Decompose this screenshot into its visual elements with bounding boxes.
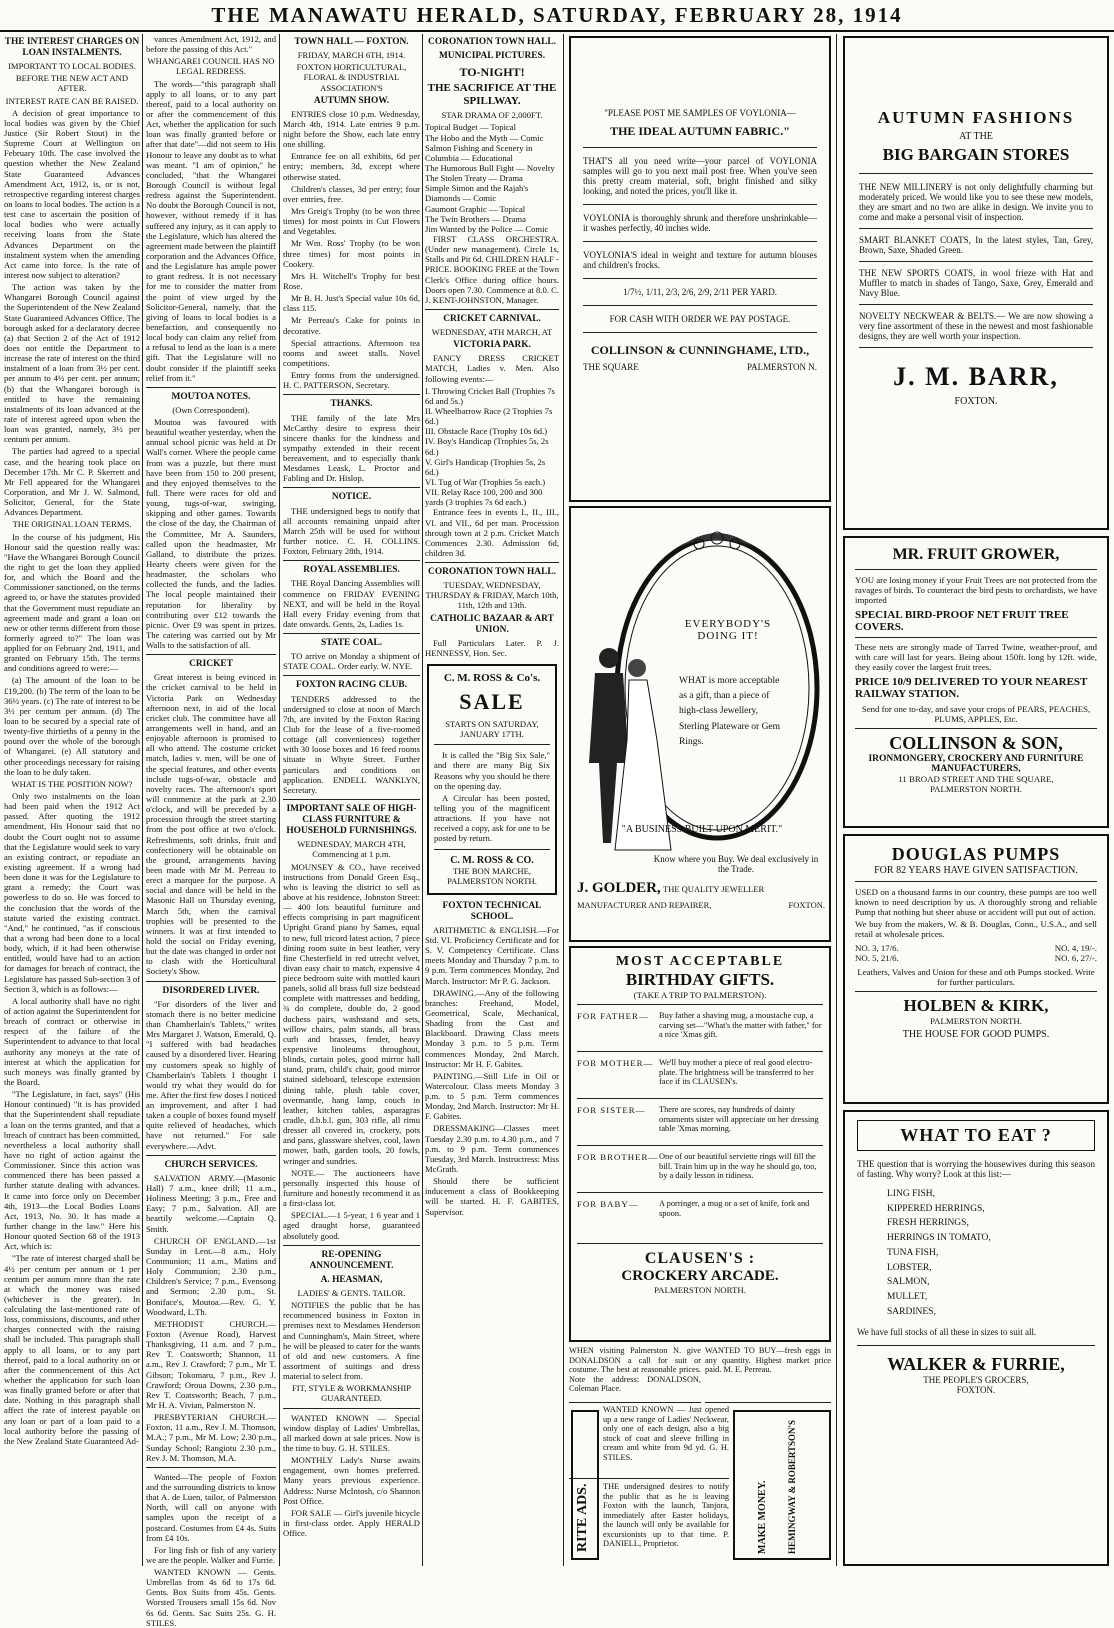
divider [434,744,550,745]
programme-item: Simple Simon and the Rajah's Diamonds — Comic [425,183,529,204]
clausen-headline: BIRTHDAY GIFTS. [625,970,775,989]
masthead: THE MANAWATU HERALD, SATURDAY, FEBRUARY 28, 1914 [0,0,1114,32]
divider [146,1467,276,1468]
clausen-name: CROCKERY ARCADE. [621,1268,779,1284]
programme-item: The Stolen Treaty — Drama [425,173,523,184]
holben-town: PALMERSTON NORTH. [930,1016,1022,1026]
article-subhead: IMPORTANT TO LOCAL BODIES. [8,61,136,72]
gift-recipient: FOR BROTHER— [577,1152,659,1162]
article-paragraph: METHODIST CHURCH.—Foxton (Avenue Road), Harvest Thanksgiving, 11 a.m. and 7 p.m., Rev T. Coatsworth; Shannon, 11 a.m., Rev J. Crawford; 7 p.m., Mr T. Gibson; Tokomaru, 7 p.m., Rev J. Crawford; Oroua Downs, 2.30 p.m., Rev T. Coatsworth; Beach, 7 p.m., Mr H. A. Vivian, Palmerston N. [146,1318,276,1410]
divider [855,569,1097,570]
barr-town: FOXTON. [954,396,998,407]
article-paragraph: CHURCH OF ENGLAND.—1st Sunday in Lent.—8 a.m., Holy Communion; 11 a.m., Matins and Holy Communion; 2.30 p.m., Children's Service; 7 p.m., Evensong and Sermon; 2.30 p.m., St. Boniface's, Moutoa.—Rev. G. Y. Woodward, L.Th. [146,1235,276,1317]
donaldson-ad: WHEN visiting Palmerston N. give DONALDSON a call for suit or costume. The best at reasonable prices. Note the address: DONALDSON, Coleman Place. [569,1346,701,1403]
gift-row [577,1192,823,1239]
clausen-gift-list [577,1004,823,1239]
article-paragraph: Moutoa was favoured with beautiful weather yesterday, when the annual school picnic was held at Dr Wall's corner. Where the people came from was a puzzle, but there must have been from 150 to 200 present, and they enjoyed themselves to the full. There were races for old and young, tugs-of-war, swinging, skipping and other games. Towards the close of the day, the Chairman of the Committee, Mr A. Saunders, called upon the headmaster, Mr Galland, to distribute the prizes. Hearty cheers were given for the headmaster, the scholars who collected the funds, and the ladies. The local people maintained their reputation for liberality by contributing over £12 towards the picnic. Over £9 was spent in prizes. The catering was carried out by Mr Walls to the satisfaction of all. [146,417,276,651]
stiles-neckwear-ad: WANTED KNOWN — Just opened up a new range of Ladies' Neckwear, only one of each design, also a big stock of coat and sleeve frilling in cream and white from 9d yd. G. H. STILES. [569,1405,729,1479]
walker-furrie-ad [843,1110,1109,1566]
divider [583,278,817,279]
fish-item: KIPPERED HERRINGS, [887,1203,985,1214]
article-paragraph: The action was taken by the Whangarei Borough Council against the Superintendent of the New Zealand State Guaranteed Advances Office. The borough asked for a declaratory decree (a) that Section 2 of the Act of 1912 does not entitle the Department to increase the rate of interest on the third instalment of a loan from 3½ per cent. per annum to 4½ per cent. per annum; (b) that the Whangarei borough is entitled to have the remaining instalments of its loan advanced at the rate of interest agreed upon when the loan was granted, namely, 3½ per centum per annum. [4,282,140,445]
rite-ads-box [571,1410,599,1560]
article-paragraph: Only two instalments on the loan had been paid when the 1912 Act passed. After quoting the 1912 amendment, His Honour said that no doubt the Court ought not to assume that the Legislature would seek to vary an existing contract, or repudiate an existing agreement. If a wrong had been done it was for the Legislature to grant a remedy; the Court was powerless to do so. He was forced to the conclusion that the words of the statute varied the existing contract. "And," he continued, "as if conscious that a wrong had been done to a local body, which, if it had been otherwise entitled, would have had to an action for damages for breach of contract, the Legislature has passed Sub-section 3 of Section 3, which is as follows:— [4,791,140,994]
voylonia-address-line: PALMERSTON N. [746,362,817,372]
ross-sale-heading: C. M. ROSS & Co's. [443,672,541,685]
collinson-text: These nets are strongly made of Tarred Twine, weather-proof, and with care will last for years. Being about 150ft. long by 12ft. wide, they easily cover the largest fruit trees. [855,642,1097,672]
fish-item: FRESH HERRINGS, [887,1218,969,1229]
classified-ad: WANTED KNOWN — Gents. Umbrellas from 4s 6d to 17s 6d. Gents. Box Suits from 45s. Gents. Worsted Trousers small 15s 6d. Nov 6s 6d. Gents. Sac Suits 25s. G. H. STILES. [146,1567,276,1628]
walker-headline: WHAT TO EAT ? [857,1120,1095,1151]
collinson-headline: MR. FRUIT GROWER, [892,546,1060,563]
divider [583,204,817,205]
notice-subhead: FIT, STYLE & WORKMANSHIP GUARANTEED. [291,1383,412,1404]
clausen-name: CLAUSEN'S : [644,1250,756,1267]
notice-text: Mrs H. Witchell's Trophy for best Rose. [283,270,420,291]
divider [855,637,1097,638]
notice-headline: VICTORIA PARK. [453,340,531,351]
notice-text: DRESSMAKING—Classes meet Tuesday 2.30 p.m. to 4.30 p.m., and 7 p.m. to 9 p.m. Term commences Tuesday, 3rd March. Instructress: Miss McGrath. [425,1123,559,1175]
article-paragraph: "For disorders of the liver and stomach there is no better medicine than Chamberlain's Tablets," writes Mrs Margaret J. Watson, Emerald, Q. "I suffered with bad headaches caused by a disordered liver. Hearing my customers speak so highly of Chamberlain's Tablets I thought I would try what they would do for me. After the first few doses I noticed an improvement, and after I had taken a couple of boxes found myself quite relieved of headaches, which have not returned." For sale everywhere.—Advt. [146,998,276,1151]
notice-headline: CATHOLIC BAZAAR & ART UNION. [430,613,554,635]
notice-text: TO arrive on Monday a shipment of STATE COAL. Order early. W. NYE. [283,651,420,672]
article-headline: CHURCH SERVICES. [164,1159,258,1170]
programme-list [425,122,559,234]
notice-text: Mr Wm. Ross' Trophy (to be won three times) for most points in Cookery. [283,238,420,269]
collinson-text: Send for one to-day, and save your crops of PEARS, PEACHES, PLUMS, APPLES, Etc. [861,704,1091,724]
divider [859,261,1093,262]
notice-text: NOTE.— The auctioneers have personally inspected this house of furniture and honestly recommend it as a first-class lot. [283,1167,420,1209]
article-paragraph: A local authority shall have no right of action against the Superintendent for breach of contract or otherwise in respect of the failure of the Superintendent to advance to that local authority any moneys at the rate of interest at which the application for such moneys was finally granted by the Board. [4,995,140,1087]
programme-item: Salmon Fishing and Scenery in Columbia — Educational [425,142,533,163]
divider [859,173,1093,174]
holben-headline: DOUGLAS PUMPS [891,844,1061,864]
notice-headline: IMPORTANT SALE OF HIGH-CLASS FURNITURE & HOUSEHOLD FURNISHINGS. [286,803,417,837]
notice-text: ENTRIES close 10 p.m. Wednesday, March 4th, 1914. Late entries 9 p.m. night before the Show, each late entry one shilling. [283,108,420,150]
notice-text: SPECIAL.—1 5-year, 1 6 year and 1 aged draught horse, guaranteed absolutely good. [283,1210,420,1241]
event-item: I. Throwing Cricket Ball (Trophies 7s 6d and 5s.) [425,385,555,406]
divider [583,332,817,333]
article-headline: THE INTEREST CHARGES ON LOAN INSTALMENTS. [4,37,140,59]
notice-headline: TO-NIGHT! [459,65,525,80]
programme-item: Topical Budget — Topical [425,122,517,133]
notice-subhead: WEDNESDAY, 4TH MARCH, AT [431,327,553,338]
clausen-town: PALMERSTON NORTH. [654,1285,746,1295]
article-headline: CRICKET [189,659,233,670]
notice-text: THE family of the late Mrs McCarthy desire to express their sincere thanks for the kindness and sympathy extended in their recent bereavement, and to especially thank Mesdames Leask, L. Proctor and Fabling and Dr. Hislop. [283,412,420,484]
voylonia-request: "PLEASE POST ME SAMPLES OF VOYLONIA— [604,108,796,118]
ross-sale-ad [427,664,557,895]
holben-text: Leathers, Valves and Union for these and oth Pumps stocked. Write for further particulars. [857,967,1095,987]
event-item: VI. Tug of War (Trophies 5s each.) [425,476,546,487]
fish-item: HERRINGS IN TOMATO, [887,1233,991,1244]
event-item: II. Wheelbarrow Race (2 Trophies 7s 6d.) [425,405,553,427]
ross-sale-title: SALE [459,689,525,715]
voylonia-prices: 1/7½, 1/11, 2/3, 2/6, 2/9, 2/11 PER YARD. [622,287,777,297]
voylonia-address [583,362,817,372]
golder-town: FOXTON. [788,900,825,910]
event-item: III. Obstacle Race (Trophy 10s 6d.) [425,426,548,437]
ross-sale-town: PALMERSTON NORTH. [447,876,537,887]
notice-text: ARITHMETIC & ENGLISH.—For Std. VI. Proficiency Certificate and for S. V. Competency Certificate. Class meets Monday and Thursday 7 p.m. to 9 p.m. Term commences Monday, 2nd March. Instructor: Mr P. G. Jackson. [425,924,559,986]
programme-item: Jim Wanted by the Police — Comic [425,223,549,234]
column-rule [422,34,423,1566]
collinson-fruit-grower-ad [843,536,1109,828]
divider [859,228,1093,229]
notice-text: Entrance fees in events I., II., III., VI. and VII., 6d per man. Procession through town at 2 p.m. Cricket Match Commences 2.30. Admission 6d, children 3d. [425,507,559,558]
holben-douglas-pumps-ad [843,834,1109,1104]
ross-sale-text: A Circular has been posted, telling you of the magnificent attractions. If you have not received a copy, ask for one to be posted by return. [434,792,550,844]
golder-footer-line [577,900,825,910]
notice-text: THE Royal Dancing Assemblies will commence on FRIDAY EVENING NEXT, and will be held in the Royal Hall every Friday evening from that date onwards. Gents, 2s, Ladies 1s. [283,578,420,629]
golder-trade: MANUFACTURER AND REPAIRER, [577,900,712,910]
gift-recipient: FOR MOTHER— [577,1058,654,1068]
article-headline: MOUTOA NOTES. [171,391,251,402]
golder-text: WHAT is more acceptable as a gift, than a piece of high-class Jewellery, Sterling Plateware or Gem Rings. [679,676,781,747]
notice-headline: FOXTON TECHNICAL SCHOOL. [442,900,542,922]
events-list [425,386,559,508]
column-1 [4,34,140,1566]
article-subhead: WHANGAREI COUNCIL HAS NO LEGAL REDRESS. [147,56,275,77]
collinson-town: PALMERSTON NORTH. [930,784,1022,794]
gift-suggestion: There are scores, nay hundreds of dainty ornaments sister will appreciate on her dressing table 'Xmas morning. [659,1105,819,1134]
notice-headline: AUTUMN SHOW. [313,95,390,106]
golder-tagline: THE QUALITY JEWELLER [663,884,765,894]
hemingway-ad [733,1410,831,1560]
column-rule [563,34,564,1566]
notice-subhead: FRIDAY, MARCH 6TH, 1914. [297,50,406,61]
notice-text: TENDERS addressed to the undersigned to close at noon of March 7th, are invited by the Foxton Racing Club for the lease of a five-roomed cottage (all conveniences) together with 30 loose boxes and 16 feed rooms situate in Whyte Street. Further particulars and conditions on application. ENDELL WANKLYN, Secretary. [283,693,420,795]
fish-item: MULLET, [887,1292,928,1303]
divider [283,675,420,676]
article-subhead: (Own Correspondent). [172,404,250,415]
divider [859,304,1093,305]
article-paragraph: "The Legislature, in fact, says" (His Honour continued) "it is has provided that the Superintendent shall repudiate a loan on the terms granted, and that a breach of contract has been committed, nevertheless a local authority shall have no right of action against the Commissioner. Since this action was commenced there has been passed a further statute dealing with advances. It came into force only on December 4th, 1913—the Local Bodies Loans Act, 1913, No. 30. It has made a further change in the law." Here his Honour quoted Section 68 of the 1913 Act, which is: [4,1089,140,1252]
programme-item: Gaumont Graphic — Topical [425,203,526,214]
divider [583,305,817,306]
voylonia-address-line: THE SQUARE [583,362,639,372]
walker-subhead: THE PEOPLE'S GROCERS, [923,1375,1029,1386]
barr-text: THE NEW MILLINERY is not only delightfully charming but moderately priced. We would like you to see these new models, they are smart and no two are alike in design. We invite you to come and make a personal visit of inspection. [859,182,1093,222]
collinson-text: YOU are losing money if your Fruit Trees are not protected from the ravages of birds. To counteract the bird pests to orchardists, we have imported [855,575,1097,605]
gift-suggestion: A porringer, a mug or a set of knife, fork and spoon. [659,1199,810,1218]
article-subhead: INTEREST RATE CAN BE RAISED. [5,95,139,106]
golder-text: Know where you Buy. We deal exclusively in the Trade. [653,854,819,874]
classified-ad: MONTHLY Lady's Nurse awaits engagement, own homes preferred. Many years previous experience. Address: Nurse McIntosh, c/o Shannon Post Office. [283,1455,420,1506]
walker-text: We have full stocks of all these in sizes to suit all. [857,1327,1037,1338]
column-rule [142,34,143,1566]
barr-subhead: AT THE [959,131,993,142]
divider [146,981,276,982]
barr-autumn-fashions-ad [843,36,1109,530]
article-paragraph: In the course of his judgment, His Honour said the question really was: "Have the Whangarei Borough Council the right to get the loan they applied for, and which the Board and the Commissioner sanctioned, on the terms agreed to, or have the statutes provided that the Government must repudiate an agreement made and grant a loan on new or other terms different from those formerly agreed to?" The loan was applied for on February 2nd, 1911, and granted on February 15th. The terms and conditions agreed to were:— [4,531,140,674]
article-paragraph: PRESBYTERIAN CHURCH.—Foxton, 11 a.m., Rev J. M. Thomson, M.A.; 7 p.m., Mr M. Low; 2.30 p.m., Sunday School; Rangiotu 2.30 p.m., Rev J. M. Thomson, M.A. [146,1412,276,1463]
notice-headline: CRICKET CARNIVAL. [443,313,541,324]
gift-suggestion: We'll buy mother a piece of real good electro-plate. The brightness will be transferred to her face if its CLAUSEN's. [659,1058,814,1087]
barr-headline: AUTUMN FASHIONS [877,108,1075,127]
article-paragraph: (a) The amount of the loan to be £19,200. (b) The term of the loan to be 36½ years. (c) The rate of interest to be 3½ per centum per annum. (d) The loan to be secured by a special rate of twenty-five thirtieths of a penny in the pound over the whole of the borough of Whangarei. (e) All statutory and other proceedings necessary for raising the loan to be duly taken. [4,675,140,777]
hemingway-money: MAKE MONEY. [757,1480,768,1554]
golder-slogan: EVERYBODY'S DOING IT! [684,618,772,642]
article-subhead: BEFORE THE NEW ACT AND AFTER. [15,73,129,94]
voylonia-ad [569,36,831,502]
article-paragraph: vances Amendment Act, 1912, and before the passing of this Act." [146,34,276,55]
holben-price: NO. 3, 17/6. [855,943,899,953]
ross-sale-date: STARTS ON SATURDAY, JANUARY 17TH. [445,719,539,740]
walker-text: THE question that is worrying the housewives during this season of fasting. Why worry? Look at this list:— [857,1159,1095,1179]
divider [283,1408,420,1409]
ross-sale-text: It is called the "Big Six Sale," and there are many Big Six Reasons why you should be there on the opening day. [434,750,550,791]
notice-headline: A. HEASMAN, [320,1274,383,1285]
collinson-product: SPECIAL BIRD-PROOF NET FRUIT TREE COVERS. [855,609,1069,633]
voylonia-headline: THE IDEAL AUTUMN FABRIC." [610,124,790,138]
notice-text: Mr Perreau's Cake for points in decorative. [283,315,420,336]
holben-footer: THE HOUSE FOR GOOD PUMPS. [902,1029,1050,1040]
classified-ad: FOR SALE — Girl's juvenile bicycle in first-class order. Apply HERALD Office. [283,1507,420,1539]
notice-text: NOTIFIES the public that he has recommenced business in Foxton in premises next to Mesdames Henderson and Cunningham's, Main Street, where he will be pleased to cater for the wants of old and new customers. A fine assortment of suitings and dress material to select from. [283,1300,420,1382]
fish-item: LING FISH, [887,1189,936,1199]
divider [146,1155,276,1156]
hemingway-name: HEMINGWAY & ROBERTSON'S [787,1419,797,1554]
notice-subhead: WEDNESDAY, MARCH 4TH, Commencing at 1 p.m. [297,839,406,860]
launch-notice-ad: THE undersigned desires to notify the public that as he is leaving Foxton with the launch, Tanjora, immediately after Easter holidays, the launch will only be available for excursionists up to that time. P. DANIELL, Proprietor. [603,1482,729,1549]
gift-row [577,1051,823,1098]
gift-row [577,1098,823,1145]
classified-ad: Wanted—The people of Foxton and the surrounding districts to know that A. de Luen, tailor, of Palmerston North, will call on anyone with samples upon the receipt of a postcard. Costumes from £4 4s. Suits from £4 10s. [146,1471,276,1543]
notice-headline: MUNICIPAL PICTURES. [438,51,546,62]
divider [283,394,420,395]
fish-item: LOBSTER, [887,1262,932,1273]
gift-row [577,1004,823,1051]
divider [859,347,1093,348]
voylonia-text: VOYLONIA'S ideal in weight and texture for autumn blouses and children's frocks. [583,250,817,270]
holben-price-row [855,953,1097,963]
article-headline: DISORDERED LIVER. [162,985,260,996]
notice-headline: CORONATION TOWN HALL. [428,37,556,47]
column-rule [279,34,280,1566]
divider [434,849,550,850]
divider [283,633,420,634]
notice-headline: ROYAL ASSEMBLIES. [303,565,400,576]
eggs-wanted-ad: WANTED TO BUY—fresh eggs in any quantity. Highest market price paid. M. E. Perreau. [705,1346,831,1403]
programme-item: The Humorous Bull Fight — Novelty [425,162,555,173]
divider [855,991,1097,992]
golder-footer [577,880,825,910]
divider [283,1245,420,1246]
walker-name: WALKER & FURRIE, [887,1354,1065,1375]
article-paragraph: SALVATION ARMY.—(Masonic Hall) 7 a.m., knee drill; 11 a.m., Holiness Meeting; 3 p.m., Free and Easy; 7 p.m., Salvation. All are heartily welcome.—Captain Q. Smith. [146,1172,276,1234]
golder-jeweller-ad [569,506,831,942]
holben-price-row [855,943,1097,953]
notice-headline: THE SACRIFICE AT THE SPILLWAY. [427,82,557,108]
notice-text: Special attractions. Afternoon tea rooms and sweet stalls. Novel competitions. [283,337,420,368]
notice-headline: CORONATION TOWN HALL. [428,567,556,578]
notice-text: Should there be sufficient inducement a class of Bookkeeping will be started. H. F. GABITES, Supervisor. [425,1176,559,1217]
voylonia-firm: COLLINSON & CUNNINGHAME, LTD., [590,343,810,357]
collinson-name: COLLINSON & SON, [889,733,1063,753]
notice-subhead: FOXTON HORTICULTURAL, FLORAL & INDUSTRIAL ASSOCIATION'S [296,62,407,93]
column-2 [146,34,276,1628]
rite-ads-label: RITE ADS. [575,1483,590,1552]
fish-item: SARDINES, [887,1306,936,1317]
golder-motto: "A BUSINESS BUILT UPON MERIT." [621,824,783,835]
holben-subhead: FOR 82 YEARS HAVE GIVEN SATISFACTION. [874,865,1078,876]
gift-row [577,1145,823,1192]
article-subhead: THE ORIGINAL LOAN TERMS. [12,519,132,530]
divider [855,728,1097,729]
fish-item: TUNA FISH, [887,1247,939,1258]
ross-sale-store: THE BON MARCHE, [452,866,532,877]
walker-fish-list [857,1187,1095,1319]
notice-text: Mr B. H. Just's Special value 10s 6d, class 115. [283,293,420,314]
holben-price: NO. 5, 21/6. [855,953,899,963]
divider [283,487,420,488]
divider [583,241,817,242]
gift-recipient: FOR BABY— [577,1199,639,1209]
notice-text: DRAWING.—Any of the following branches: Freehand, Model, Geometrical, Scale, Mechanical, Shading from the Cast and Blackboard. Drawing Class meets Monday 3 p.m. to 5 p.m. Term commences Monday, 2nd March. Instructor: Mr H. F. Gabites. [425,987,559,1069]
golder-name: J. GOLDER, [577,880,661,896]
divider [425,309,559,310]
divider [425,562,559,563]
divider [857,1345,1095,1346]
holben-text: USED on a thousand farms in our country, these pumps are too well known to need description by us. A thoroughly strong and reliable Pump that nothing but sheer abuse or accident will put out of action. [855,887,1097,917]
event-item: IV. Boy's Handicap (Trophies 5s, 2s 6d.) [425,436,549,457]
article-paragraph: The words—"this paragraph shall apply to all loans, or to any part thereof, paid to a local authority on or after the commencement of this Act, whether the application for such loan was finally granted before or after that date"—did not seem to His Honour to leave any doubt as to what was meant. "I am of opinion," he concluded, "that the Whangarei Borough Council is without legal redress against the Superintendent. No doubt the Borough Council is not, however, without remedy if it has suffered any injury, as it can apply to the Legislature, which has altered the agreement made between the plaintiff corporation and the Advances Office, and the Legislature has ample power to grant redress. It is not necessary for me to consider the matter from the point of view urged by the Solicitor-General, namely, that the giving of loans to local bodies is a benefaction, and consequently no local body can claim any relief from a refusal to lend as the loan is a mere gift. That the Legislature will no doubt consider if the plaintiff seeks relief from it." [146,78,276,383]
article-subhead: WHAT IS THE POSITION NOW? [11,778,133,789]
collinson-price: PRICE 10/9 DELIVERED TO YOUR NEAREST RAILWAY STATION. [855,676,1088,700]
notice-text: THE undersigned begs to notify that all accounts remaining unpaid after March 25th will be used for without further notice. C. H. COLLINS. Foxton, February 28th, 1914. [283,505,420,557]
article-paragraph: A decision of great importance to local bodies was given by the Chief Justice (Sir Robert Stout) in the Supreme Court at Wellington on February 10th. The case involved the question whether the New Zealand State Guaranteed Advances Amendment Act, 1912, is, or is not, retrospective regarding interest charges on loans to local bodies. The action is a test case to ascertain the position of local bodies who were actually receiving loans from the State Advances Department on the instalment system when the amending Act came into force. Is the rate of interest now subject to alteration? [4,107,140,280]
programme-item: The Hobo and the Myth — Comic [425,132,544,143]
notice-text: PAINTING.—Still Life in Oil or Watercolour. Class meets Monday 3 p.m. to 5 p.m. Term commences Monday, 2nd March. Instructor: Mr H. F. Gabites. [425,1070,559,1122]
notice-headline: FOXTON RACING CLUB. [295,680,408,691]
divider [146,387,276,388]
notice-text: Children's classes, 3d per entry; four over entries, free. [283,183,420,204]
programme-item: The Twin Brothers — Drama [425,213,526,224]
classified-ad: WANTED KNOWN — Special window display of Ladies' Umbrellas, all marked down at sale prices. Now is the time to buy. G. H. STILES. [283,1412,420,1453]
gift-suggestion: Buy father a shaving mug, a moustache cup, a carving set—"What's the matter with father," for a nice 'Xmas gift. [659,1011,822,1040]
gift-recipient: FOR SISTER— [577,1105,646,1115]
barr-headline: BIG BARGAIN STORES [882,145,1070,164]
divider [855,881,1097,882]
notice-text: FANCY DRESS CRICKET MATCH, Ladies v. Men. Also following events:— [425,353,559,384]
clausen-subhead: (TAKE A TRIP TO PALMERSTON). [633,990,767,1000]
classified-ad: For ling fish or fish of any variety we are the people. Walker and Furrie. [146,1544,276,1565]
notice-text: Mrs Greig's Trophy (to be won three times) for most points in Cut Flowers and Vegetables. [283,206,420,237]
article-paragraph: "The rate of interest charged shall be 4½ per centum per annum or 1 per centum per annum more than the rate at which the money was raised (whichever is the greater). In calculating the last-mentioned rate of loss, commissions, discounts, and other charges connected with the raising shall be included. This paragraph shall apply to all loans, or to any part thereof, paid to a local authority on or after the commencement of this Act whether the application for such loan was finally granted before or after that date. Nothing in this paragraph shall affect the rate of interest payable on any loan or part of a loan paid to a local authority before the passing of the New Zealand State Guaranteed Ad- [4,1253,140,1446]
divider [577,1243,823,1244]
holben-price: NO. 4, 19/-. [1054,943,1097,953]
holben-text: We buy from the makers, W. & B. Douglas, Conn., U.S.A., and sell retail at wholesale prices. [855,919,1097,939]
divider [283,560,420,561]
event-item: VII. Relay Race 100, 200 and 300 yards (3 trophies 7s 6d each.) [425,487,543,508]
fish-item: SALMON, [887,1277,930,1288]
divider [146,654,276,655]
gift-suggestion: One of our beautiful serviette rings will fill the bill. Train him up in the way he should go, too, by a daily lesson in tidiness. [659,1152,817,1181]
barr-text: SMART BLANKET COATS, In the latest styles, Tan, Grey, Brown, Saxe, Shaded Green. [859,235,1093,255]
voylonia-postage: FOR CASH WITH ORDER WE PAY POSTAGE. [609,314,791,324]
barr-text: THE NEW SPORTS COATS, in wool frieze with Hat and Muffler to match in shades of Tango, Saxe, Grey, Emerald and Navy Blue. [859,268,1093,298]
divider [583,147,817,148]
notice-subhead: TUESDAY, WEDNESDAY, THURSDAY & FRIDAY, March 10th, 11th, 12th and 13th. [425,580,559,611]
notice-headline: THANKS. [330,399,373,410]
collinson-subhead: IRONMONGERY, CROCKERY AND FURNITURE MANUFACTURERS, [868,754,1084,774]
article-paragraph: Great interest is being evinced in the cricket carnival to be held in Victoria Park on Wednesday afternoon next, in aid of the local cricket club. The committee have all arrangements well in hand, and an enjoyable afternoon is promised to all who attend. The costume cricket match, ladies v. men, will be one of the special features, and other events include tugs-of-war, obstacle and novelty races. The afternoon's sport will commence at the park at 2.30 o'clock, and will be preceded by a procession through the street starting from the post office at two o'clock. Refreshments, soft drinks, fruit and confectionery will be obtainable on the ground, arrangements having been made with Mr M. Perreau to erect a marquee for the purpose. A social and dance will be held in the Masonic Hall on Thursday evening, March 5th, when the carnival trophies will be presented to the winners. It was at first intended to hold the social on Friday evening, but the date was changed in order not to clash with the Horticultural Society's Show. [146,672,276,977]
holben-name: HOLBEN & KIRK, [903,996,1049,1015]
voylonia-text: VOYLONIA is thoroughly shrunk and therefore unshrinkable—it washes perfectly, 40 inches wide. [583,213,817,233]
notice-subhead: STAR DRAMA OF 2,000FT. [441,110,543,121]
couple-illustration [589,648,671,850]
collinson-address: 11 BROAD STREET AND THE SQUARE, [898,774,1054,784]
article-paragraph: The parties had agreed to a special case, and the hearing took place on December 17th. Mr C. P. Skerrett and Mr Fell appeared for the Whangarei Corporation, and Mr J. W. Salmond, Solicitor, General, for the State Advances Department. [4,446,140,518]
notice-headline: NOTICE. [331,492,372,503]
clausen-headline: MOST ACCEPTABLE [615,954,785,969]
divider [283,799,420,800]
voylonia-text: THAT'S all you need write—your parcel of VOYLONIA samples will go to you next mail post free. When you've seen this pretty cream material, soft, bright finished and silky looking, and noted the prices, you'll like it. [583,156,817,196]
event-item: V. Girl's Handicap (Trophies 5s, 2s 6d.) [425,456,546,477]
gift-recipient: FOR FATHER— [577,1011,649,1021]
barr-text: NOVELTY NECKWEAR & BELTS.— We are now showing a very fine assortment of these in the newest and most fashionable designs, they are well worth your inspection. [859,311,1093,341]
holben-price: NO. 6, 27/-. [1054,953,1097,963]
notice-text: Full Particulars Later. P. J. HENNESSY, Hon. Sec. [425,637,559,658]
notice-text: Entrance fee on all exhibits, 6d per entry; members, 3d, except where otherwise stated. [283,151,420,182]
notice-text: Entry forms from the undersigned. H. C. PATTERSON, Secretary. [283,370,420,391]
notice-headline: STATE COAL. [320,638,383,649]
walker-town: FOXTON. [956,1385,996,1396]
column-rule [836,34,837,1566]
notice-text: FIRST CLASS ORCHESTRA. (Under new management). Circle 1s, Stalls and Pit 6d. CHILDREN HALF - PRICE. BOOKING FREE at the Town Clerk's Office during office hours. Doors open 7.30. Commence at 8.0. C. J. KENT-JOHNSTON, Manager. [425,233,559,305]
ross-sale-firm: C. M. ROSS & CO. [450,854,534,866]
clausen-birthday-gifts-ad [569,946,831,1342]
notice-subhead: LADIES' & GENTS. TAILOR. [297,1288,406,1298]
notice-headline: TOWN HALL — FOXTON. [294,37,409,47]
barr-name: J. M. BARR, [893,362,1059,391]
notice-headline: RE-OPENING ANNOUNCEMENT. [309,1249,394,1271]
column-4 [425,34,559,1566]
column-3 [283,34,420,1566]
notice-text: MOUNSEY & CO., have received instructions from Donald Green Esq., who is leaving the district to sell as above at his residence, Johnston Street:— 400 lots beautiful furniture and effects comprising in part magnificent Upright Grand piano by Sames, equal to new, full tricord latest action, 7 piece dining room suite in best leather, very fine Chesterfield in red utrecht velvet, divan easy chair to match, expensive 4 piece bedroom suite with mottled kauri panels, solid all brass full size bedstead complete with mattresses and bedding, ¾ do complete, double do, 2 good duchess pairs, washstand and sets, willow chairs, palm stands, all brass curb and brasses, fender, heavy expensive linoleums throughout, blinds, curtain poles, good mirror hall stand, pram, child's chair, good mirror stained sideboard, telescope extension dining table, plush table cover, overmantle, hang lamp, couch in leather, kitchen tables, asparagras cradle, d.b.b.l. gun, 303 rifle, all rimu dresser all covered in, crockery, pots and pans, glassware shelves, cool, lawn mower, bath, garden tools, 20 fowls, wringer and sundries. [283,861,420,1166]
